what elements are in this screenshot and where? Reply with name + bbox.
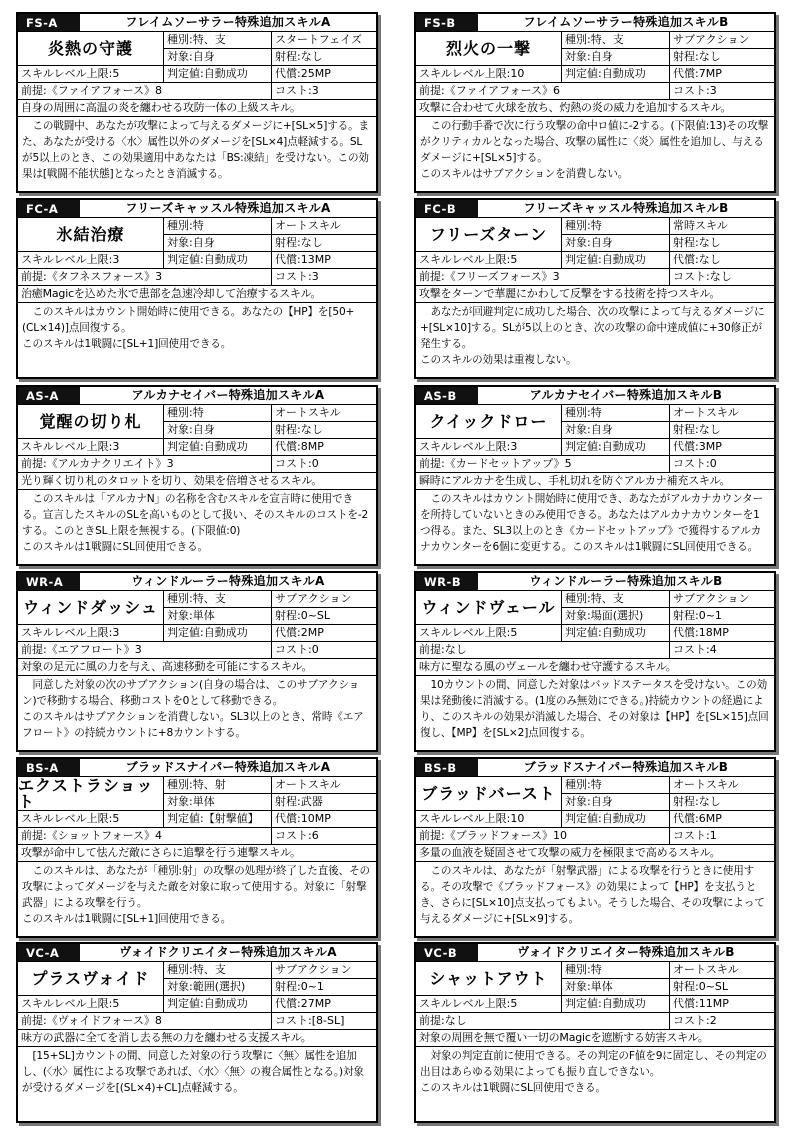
description-paragraph: この行動手番で次に行う攻撃の命中ロ値に-2する。(下限値:13)その攻撃がクリティカルとなった場合、攻撃の属性に〈炎〉属性を追加し、与えるダメージに+[SL×5]する。 (420, 120, 769, 164)
skill-range: 射程:なし (272, 49, 376, 66)
skill-name: プラスヴォイド (18, 962, 164, 996)
skill-timing: オートスキル (272, 218, 376, 235)
skill-summary: 味方の武器に全てを消し去る無の力を纏わせる支援スキル。 (18, 1030, 376, 1047)
skill-prereq: 前提:《カードセットアップ》5 (416, 456, 670, 473)
skill-card (414, 571, 776, 752)
skill-timing: サブアクション (670, 32, 774, 49)
skill-judge: 判定値:自動成功 (562, 252, 670, 269)
description-paragraph: このスキルは1戦闘にSL回使用できる。 (420, 1082, 606, 1094)
skill-target: 対象:自身 (562, 49, 670, 66)
class-code-badge: WR-B (416, 573, 478, 590)
skill-description (416, 862, 774, 927)
description-paragraph: [15+SL]カウントの間、同意した対象の行う攻撃に〈無〉属性を追加し、(〈水〉属性による攻撃であれば、〈水〉〈無〉の複合属性となる。)対象が受けるダメージを[(SL×4)+CL]点軽減する。 (22, 1050, 364, 1094)
skill-type: 種別:特、支 (164, 962, 272, 979)
description-paragraph: 対象の判定直前に使用できる。その判定のF値を9に固定し、その判定の出目はあらゆる効果によっても振り直しできない。 (420, 1050, 767, 1078)
card-header (18, 759, 376, 777)
skill-type: 種別:特 (164, 218, 272, 235)
skill-name: シャットアウト (416, 962, 562, 996)
skill-timing: サブアクション (272, 591, 376, 608)
skill-range: 射程:なし (670, 422, 774, 439)
level-row (416, 811, 774, 828)
skill-summary: 対象の周囲を無で覆い一切のMagicを遮断する妨害スキル。 (416, 1030, 774, 1047)
card-header (18, 14, 376, 32)
skill-info-grid (18, 32, 376, 66)
skill-judge: 判定値:自動成功 (562, 996, 670, 1013)
skill-judge: 判定値:自動成功 (164, 625, 272, 642)
skill-cost-points: コスト:6 (272, 828, 376, 845)
skill-card (16, 12, 378, 193)
card-title: フレイムソーサラー特殊追加スキルA (125, 15, 331, 29)
skill-range: 射程:なし (272, 422, 376, 439)
card-title: ウィンドルーラー特殊追加スキルB (529, 574, 723, 588)
skill-range: 射程:なし (670, 49, 774, 66)
prereq-row (416, 83, 774, 100)
skill-summary: 自身の周囲に高温の炎を纏わせる攻防一体の上級スキル。 (18, 100, 376, 117)
skill-cost-points: コスト:3 (670, 83, 774, 100)
skill-range: 射程:0~1 (670, 608, 774, 625)
skill-name: ウィンドヴェール (416, 591, 562, 625)
class-code-badge: BS-B (416, 759, 478, 776)
description-paragraph: このスキルはサブアクションを消費しない。SL3以上のとき、常時《エアフロート》の持続カウントに+8カウントする。 (22, 711, 364, 739)
card-title: フレイムソーサラー特殊追加スキルB (523, 15, 729, 29)
skill-description (416, 1047, 774, 1096)
skill-range: 射程:なし (272, 235, 376, 252)
skill-judge: 判定値:自動成功 (164, 439, 272, 456)
skill-cost-points: コスト:2 (670, 1013, 774, 1030)
skill-cost-points: コスト:0 (272, 456, 376, 473)
skill-judge: 判定値:自動成功 (562, 439, 670, 456)
skill-info-grid (416, 218, 774, 252)
skill-info-grid (18, 591, 376, 625)
skill-info-grid (18, 777, 376, 811)
skill-cost-mp: 代償:10MP (272, 811, 376, 828)
skill-name: エクストラショット (18, 777, 164, 811)
card-title: ウィンドルーラー特殊追加スキルA (131, 574, 325, 588)
skill-prereq: 前提:《ファイアフォース》8 (18, 83, 272, 100)
prereq-row (18, 456, 376, 473)
skill-target: 対象:単体 (562, 979, 670, 996)
description-paragraph: 10カウントの間、同意した対象はバッドステータスを受けない。この効果は発動後に消滅する。(1度のみ無効にできる。)持続カウントの経過により、このスキルの効果が消滅した場合、その対象は【HP】を[SL×15]点回復し、【MP】を[SL×2]点回復する。 (420, 679, 769, 739)
skill-range: 射程:0~SL (272, 608, 376, 625)
skill-summary: 多量の血液を疑固させて攻撃の威力を極限まで高めるスキル。 (416, 845, 774, 862)
skill-card (16, 571, 378, 752)
skill-description (18, 862, 376, 927)
skill-timing: 常時スキル (670, 218, 774, 235)
skill-summary: 瞬時にアルカナを生成し、手札切れを防ぐアルカナ補充スキル。 (416, 473, 774, 490)
card-header (416, 387, 774, 405)
skill-name: フリーズターン (416, 218, 562, 252)
skill-level-cap: スキルレベル上限:3 (18, 625, 164, 642)
skill-timing: オートスキル (272, 405, 376, 422)
skill-range: 射程:0~1 (272, 979, 376, 996)
level-row (416, 252, 774, 269)
description-paragraph: このスキルはカウント開始時に使用でき、あなたがアルカナカウンターを所持していないときのみ使用できる。あなたはアルカナカウンターを1つ得る。また、SL3以上のとき《カードセットアップ》で獲得するアルカナカウンターを6個に変更する。このスキルは1戦闘にSL回使用できる。 (420, 493, 764, 553)
description-paragraph: このスキルは1戦闘に[SL+1]回使用できる。 (22, 913, 232, 925)
card-header (18, 200, 376, 218)
skill-type: 種別:特、支 (562, 591, 670, 608)
prereq-row (18, 642, 376, 659)
skill-prereq: 前提:《アルカナクリエイト》3 (18, 456, 272, 473)
class-code-badge: FS-B (416, 14, 478, 31)
skill-range: 射程:武器 (272, 794, 376, 811)
skill-timing: オートスキル (670, 777, 774, 794)
skill-level-cap: スキルレベル上限:3 (18, 439, 164, 456)
card-header (18, 944, 376, 962)
skill-prereq: 前提:なし (416, 642, 670, 659)
description-paragraph: このスキルは、あなたが「射撃武器」による攻撃を行うときに使用する。その攻撃で《ブラッドフォース》の効果によって【HP】を支払うとき、さらに[SL×10]点支払ってもよい。そうした場合、その攻撃によって与えるダメージに+[SL×9]する。 (420, 865, 765, 925)
card-header (416, 14, 774, 32)
level-row (18, 439, 376, 456)
skill-cost-points: コスト:[8-SL] (272, 1013, 376, 1030)
description-paragraph: このスキルの効果は重複しない。 (420, 354, 577, 366)
skill-timing: スタートフェイズ (272, 32, 376, 49)
skill-info-grid (18, 405, 376, 439)
skill-cost-mp: 代償:8MP (272, 439, 376, 456)
skill-prereq: 前提:《エアフロート》3 (18, 642, 272, 659)
class-code-badge: AS-B (416, 387, 478, 404)
skill-level-cap: スキルレベル上限:10 (416, 811, 562, 828)
skill-cost-points: コスト:なし (670, 269, 774, 286)
skill-judge: 判定値:自動成功 (164, 996, 272, 1013)
skill-timing: オートスキル (272, 777, 376, 794)
skill-summary: 攻撃が命中して怯んだ敵にさらに追撃を行う連撃スキル。 (18, 845, 376, 862)
skill-cost-mp: 代償:7MP (670, 66, 774, 83)
skill-level-cap: スキルレベル上限:5 (18, 996, 164, 1013)
card-header (18, 387, 376, 405)
prereq-row (18, 83, 376, 100)
skill-info-grid (416, 591, 774, 625)
level-row (416, 625, 774, 642)
skill-summary: 攻撃に合わせて火球を放ち、灼熱の炎の威力を追加するスキル。 (416, 100, 774, 117)
skill-card (414, 942, 776, 1123)
skill-cost-points: コスト:3 (272, 83, 376, 100)
class-code-badge: VC-B (416, 944, 478, 961)
skill-judge: 判定値:【射撃値】 (164, 811, 272, 828)
skill-cost-mp: 代償:18MP (670, 625, 774, 642)
skill-summary: 攻撃をターンで華麗にかわして反撃をする技術を持つスキル。 (416, 286, 774, 303)
class-code-badge: VC-A (18, 944, 80, 961)
skill-cost-mp: 代償:なし (670, 252, 774, 269)
skill-description (18, 490, 376, 555)
skill-name: 烈火の一撃 (416, 32, 562, 66)
card-header (416, 573, 774, 591)
skill-level-cap: スキルレベル上限:5 (416, 996, 562, 1013)
skill-name: 炎熱の守護 (18, 32, 164, 66)
skill-cost-mp: 代償:3MP (670, 439, 774, 456)
card-title: ヴォイドクリエイター特殊追加スキルB (517, 945, 735, 959)
skill-target: 対象:単体 (164, 608, 272, 625)
skill-name: ブラッドバースト (416, 777, 562, 811)
skill-info-grid (18, 218, 376, 252)
skill-card (16, 385, 378, 566)
skill-target: 対象:自身 (164, 49, 272, 66)
skill-range: 射程:なし (670, 235, 774, 252)
skill-target: 対象:自身 (164, 422, 272, 439)
level-row (18, 66, 376, 83)
level-row (18, 625, 376, 642)
skill-timing: オートスキル (670, 405, 774, 422)
card-header (416, 759, 774, 777)
skill-summary: 対象の足元に風の力を与え、高速移動を可能にするスキル。 (18, 659, 376, 676)
class-code-badge: FC-A (18, 200, 80, 217)
card-header (416, 200, 774, 218)
prereq-row (18, 269, 376, 286)
skill-description (18, 303, 376, 352)
skill-cost-mp: 代償:25MP (272, 66, 376, 83)
skill-level-cap: スキルレベル上限:10 (416, 66, 562, 83)
skill-target: 対象:単体 (164, 794, 272, 811)
skill-description (18, 1047, 376, 1096)
description-paragraph: このスキルは1戦闘に[SL+1]回使用できる。 (22, 338, 232, 350)
skill-judge: 判定値:自動成功 (164, 252, 272, 269)
card-title: フリーズキャッスル特殊追加スキルB (523, 201, 729, 215)
card-title: フリーズキャッスル特殊追加スキルA (125, 201, 331, 215)
skill-info-grid (416, 777, 774, 811)
prereq-row (18, 828, 376, 845)
skill-card (16, 757, 378, 938)
skill-name: クイックドロー (416, 405, 562, 439)
skill-cost-mp: 代償:6MP (670, 811, 774, 828)
level-row (18, 811, 376, 828)
card-header (416, 944, 774, 962)
skill-cost-mp: 代償:11MP (670, 996, 774, 1013)
skill-cost-points: コスト:0 (272, 642, 376, 659)
card-title: ブラッドスナイパー特殊追加スキルB (523, 760, 729, 774)
skill-prereq: 前提:《ブラッドフォース》10 (416, 828, 670, 845)
level-row (416, 439, 774, 456)
skill-level-cap: スキルレベル上限:5 (416, 252, 562, 269)
skill-judge: 判定値:自動成功 (562, 625, 670, 642)
prereq-row (416, 456, 774, 473)
skill-type: 種別:特 (164, 405, 272, 422)
skill-info-grid (416, 962, 774, 996)
skill-target: 対象:範囲(選択) (164, 979, 272, 996)
skill-type: 種別:特 (562, 405, 670, 422)
skill-cost-points: コスト:0 (670, 456, 774, 473)
skill-name: 覚醒の切り札 (18, 405, 164, 439)
skill-cost-points: コスト:4 (670, 642, 774, 659)
class-code-badge: BS-A (18, 759, 80, 776)
description-paragraph: このスキルは、あなたが「種別:射」の攻撃の処理が終了した直後、その攻撃によってダメージを与えた敵を対象に取って使用する。対象に「射撃武器」による攻撃を行う。 (22, 865, 370, 909)
skill-range: 射程:なし (670, 794, 774, 811)
skill-judge: 判定値:自動成功 (164, 66, 272, 83)
skill-card (16, 942, 378, 1123)
prereq-row (416, 269, 774, 286)
skill-name: ウィンドダッシュ (18, 591, 164, 625)
skill-card (414, 385, 776, 566)
skill-cost-mp: 代償:27MP (272, 996, 376, 1013)
skill-level-cap: スキルレベル上限:5 (18, 811, 164, 828)
skill-card (414, 12, 776, 193)
skill-info-grid (18, 962, 376, 996)
skill-timing: オートスキル (670, 962, 774, 979)
level-row (416, 996, 774, 1013)
skill-description (416, 117, 774, 182)
skill-name: 氷結治療 (18, 218, 164, 252)
skill-timing: サブアクション (272, 962, 376, 979)
skill-type: 種別:特、支 (562, 32, 670, 49)
skill-type: 種別:特、支 (164, 32, 272, 49)
skill-cost-mp: 代償:2MP (272, 625, 376, 642)
card-title: アルカナセイバー特殊追加スキルA (131, 388, 325, 402)
prereq-row (416, 642, 774, 659)
card-title: ブラッドスナイパー特殊追加スキルA (125, 760, 331, 774)
skill-info-grid (416, 32, 774, 66)
skill-type: 種別:特、射 (164, 777, 272, 794)
skill-card (16, 198, 378, 379)
description-paragraph: 同意した対象の次のサブアクション(自身の場合は、このサブアクション)で移動する場合、移動コストを0として移動できる。 (22, 679, 360, 707)
skill-cost-mp: 代償:13MP (272, 252, 376, 269)
skill-target: 対象:自身 (562, 794, 670, 811)
prereq-row (416, 1013, 774, 1030)
skill-level-cap: スキルレベル上限:5 (18, 66, 164, 83)
skill-target: 対象:自身 (562, 235, 670, 252)
skill-type: 種別:特 (562, 777, 670, 794)
description-paragraph: この戦闘中、あなたが攻撃によって与えるダメージに+[SL×5]する。また、あなたが受ける〈水〉属性以外のダメージを[SL×4]点軽減する。SLが5以上のとき、この効果適用中あなたは「BS:凍結」を受けない。この効果は[戦闘不能状態]となったとき消滅する。 (22, 120, 369, 180)
skill-target: 対象:自身 (562, 422, 670, 439)
skill-level-cap: スキルレベル上限:3 (416, 439, 562, 456)
skill-description (416, 676, 774, 741)
skill-summary: 味方に聖なる風のヴェールを纏わせ守護するスキル。 (416, 659, 774, 676)
description-paragraph: このスキルはカウント開始時に使用できる。あなたの【HP】を[50+(CL×14)]点回復する。 (22, 306, 355, 334)
skill-summary: 治癒Magicを込めた氷で患部を急速冷却して治療するスキル。 (18, 286, 376, 303)
level-row (18, 996, 376, 1013)
skill-card (414, 757, 776, 938)
skill-judge: 判定値:自動成功 (562, 811, 670, 828)
skill-prereq: 前提:《ショットフォース》4 (18, 828, 272, 845)
skill-description (18, 117, 376, 182)
skill-card (414, 198, 776, 379)
prereq-row (416, 828, 774, 845)
class-code-badge: WR-A (18, 573, 80, 590)
skill-type: 種別:特 (562, 962, 670, 979)
skill-range: 射程:0~SL (670, 979, 774, 996)
skill-description (416, 303, 774, 368)
skill-prereq: 前提:《フリーズフォース》3 (416, 269, 670, 286)
skill-summary: 光り輝く切り札のタロットを切り、効果を倍増させるスキル。 (18, 473, 376, 490)
class-code-badge: FC-B (416, 200, 478, 217)
level-row (18, 252, 376, 269)
card-title: アルカナセイバー特殊追加スキルB (529, 388, 723, 402)
skill-level-cap: スキルレベル上限:5 (416, 625, 562, 642)
skill-info-grid (416, 405, 774, 439)
card-title: ヴォイドクリエイター特殊追加スキルA (119, 945, 337, 959)
class-code-badge: FS-A (18, 14, 80, 31)
skill-type: 種別:特、支 (164, 591, 272, 608)
level-row (416, 66, 774, 83)
skill-timing: サブアクション (670, 591, 774, 608)
description-paragraph: このスキルはサブアクションを消費しない。 (420, 168, 629, 180)
skill-cost-points: コスト:3 (272, 269, 376, 286)
skill-cost-points: コスト:1 (670, 828, 774, 845)
skill-target: 対象:自身 (164, 235, 272, 252)
skill-type: 種別:特 (562, 218, 670, 235)
description-paragraph: このスキルは「アルカナN」の名称を含むスキルを宣言時に使用できる。宣言したスキルのSLを高いものとして扱い、そのスキルのコストを-2する。このときSL上限を無視する。(下限値:0) (22, 493, 369, 537)
skill-judge: 判定値:自動成功 (562, 66, 670, 83)
skill-prereq: 前提:《タフネスフォース》3 (18, 269, 272, 286)
skill-description (416, 490, 774, 555)
card-header (18, 573, 376, 591)
prereq-row (18, 1013, 376, 1030)
skill-prereq: 前提:なし (416, 1013, 670, 1030)
skill-target: 対象:場面(選択) (562, 608, 670, 625)
skill-prereq: 前提:《ヴォイドフォース》8 (18, 1013, 272, 1030)
description-paragraph: あなたが回避判定に成功した場合、次の攻撃によって与えるダメージに+[SL×10]する。SLが5以上のとき、次の攻撃の命中達成値に+30修正が発生する。 (420, 306, 765, 350)
class-code-badge: AS-A (18, 387, 80, 404)
skill-level-cap: スキルレベル上限:3 (18, 252, 164, 269)
skill-description (18, 676, 376, 741)
description-paragraph: このスキルは1戦闘にSL回使用できる。 (22, 541, 208, 553)
skill-prereq: 前提:《ファイアフォース》6 (416, 83, 670, 100)
